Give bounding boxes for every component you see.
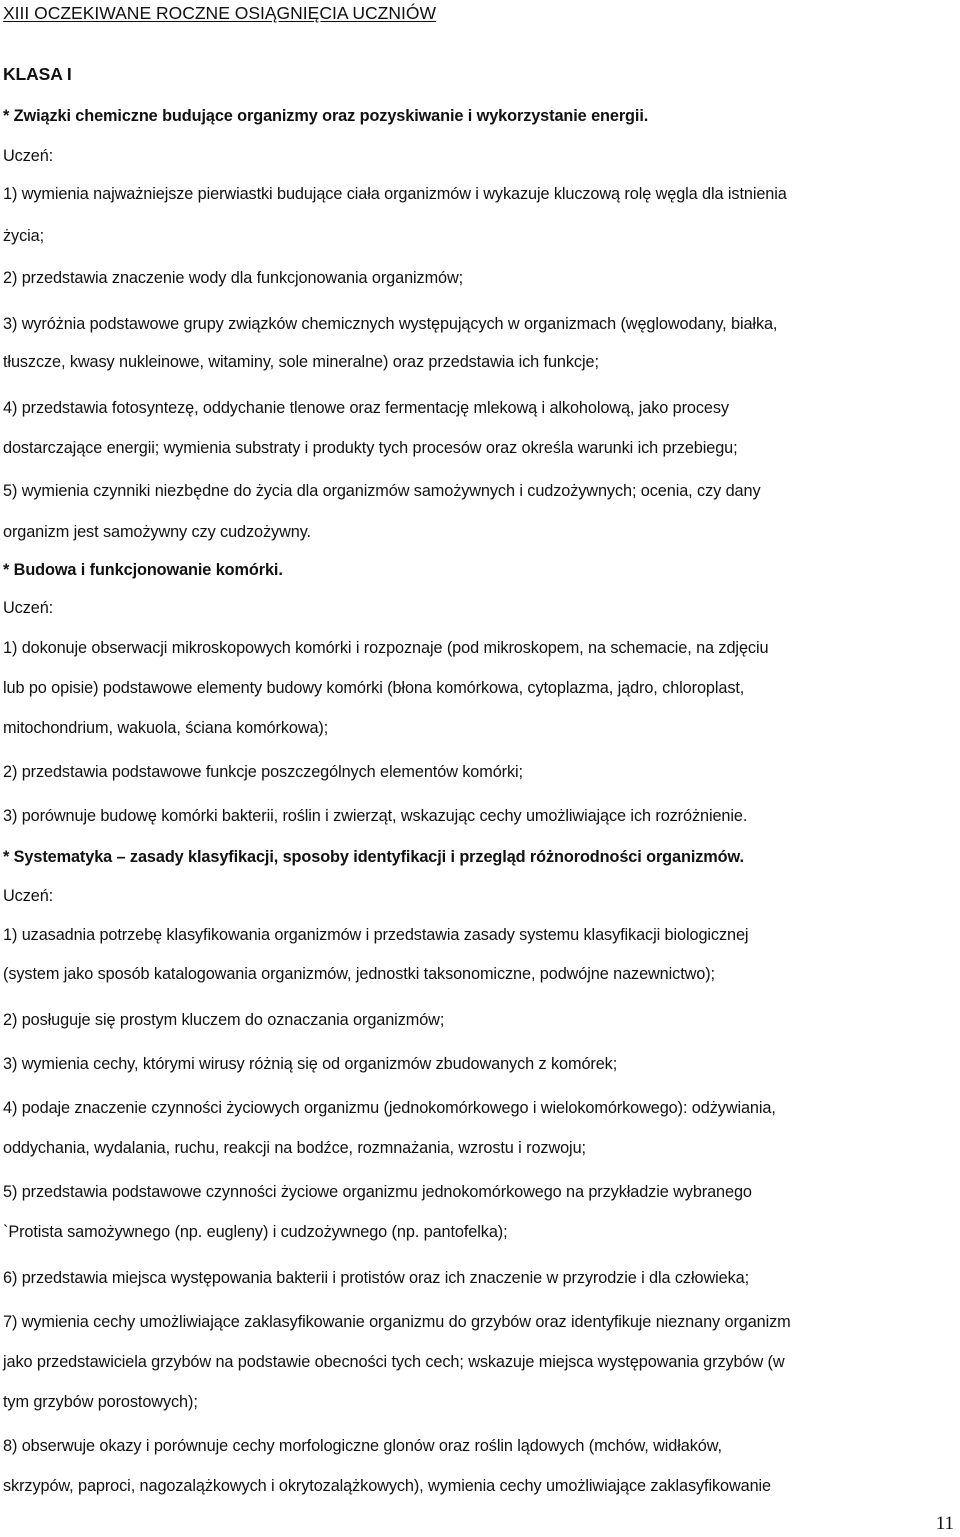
list-item: 1) wymienia najważniejsze pierwiastki budujące ciała organizmów i wykazuje kluczową rolę węgla dla istnienia xyxy=(3,185,787,203)
list-item: jako przedstawiciela grzybów na podstawie obecności tych cech; wskazuje miejsca występowania grzybów (w xyxy=(3,1353,785,1371)
list-item: 4) podaje znaczenie czynności życiowych organizmu (jednokomórkowego i wielokomórkowego): odżywiania, xyxy=(3,1099,776,1117)
list-item: 1) uzasadnia potrzebę klasyfikowania organizmów i przedstawia zasady systemu klasyfikacji biologicznej xyxy=(3,926,749,944)
student-label: Uczeń: xyxy=(3,887,54,905)
list-item: 3) porównuje budowę komórki bakterii, roślin i zwierząt, wskazując cechy umożliwiające ich rozróżnienie. xyxy=(3,807,748,825)
list-item: (system jako sposób katalogowania organizmów, jednostki taksonomiczne, podwójne nazewnictwo); xyxy=(3,965,715,983)
list-item: życia; xyxy=(3,227,45,245)
list-item: 7) wymienia cechy umożliwiające zaklasyfikowanie organizmu do grzybów oraz identyfikuje nieznany organizm xyxy=(3,1313,791,1331)
list-item: 2) przedstawia podstawowe funkcje poszczególnych elementów komórki; xyxy=(3,763,523,781)
list-item: 3) wymienia cechy, którymi wirusy różnią się od organizmów zbudowanych z komórek; xyxy=(3,1055,618,1073)
list-item: 5) wymienia czynniki niezbędne do życia dla organizmów samożywnych i cudzożywnych; ocenia, czy dany xyxy=(3,482,761,500)
list-item: skrzypów, paproci, nagozalążkowych i okrytozalążkowych), wymienia cechy umożliwiające zaklasyfikowanie xyxy=(3,1477,772,1495)
list-item: 5) przedstawia podstawowe czynności życiowe organizmu jednokomórkowego na przykładzie wybranego xyxy=(3,1183,752,1201)
list-item: 1) dokonuje obserwacji mikroskopowych komórki i rozpoznaje (pod mikroskopem, na schemacie, na zdjęciu xyxy=(3,639,769,657)
list-item: oddychania, wydalania, ruchu, reakcji na bodźce, rozmnażania, wzrostu i rozwoju; xyxy=(3,1139,586,1157)
section-heading: * Budowa i funkcjonowanie komórki. xyxy=(3,561,283,579)
list-item: 6) przedstawia miejsca występowania bakterii i protistów oraz ich znaczenie w przyrodzie i dla człowieka; xyxy=(3,1269,749,1287)
document-title: XIII OCZEKIWANE ROCZNE OSIĄGNIĘCIA UCZNIÓW xyxy=(3,3,436,23)
list-item: 8) obserwuje okazy i porównuje cechy morfologiczne glonów oraz roślin lądowych (mchów, widłaków, xyxy=(3,1437,722,1455)
list-item: `Protista samożywnego (np. eugleny) i cudzożywnego (np. pantofelka); xyxy=(3,1223,508,1241)
list-item: lub po opisie) podstawowe elementy budowy komórki (błona komórkowa, cytoplazma, jądro, chloroplast, xyxy=(3,679,745,697)
student-label: Uczeń: xyxy=(3,599,54,617)
section-heading: * Związki chemiczne budujące organizmy oraz pozyskiwanie i wykorzystanie energii. xyxy=(3,107,649,125)
page-number: 11 xyxy=(935,1513,954,1534)
list-item: mitochondrium, wakuola, ściana komórkowa); xyxy=(3,719,329,737)
list-item: 2) przedstawia znaczenie wody dla funkcjonowania organizmów; xyxy=(3,269,464,287)
list-item: 3) wyróżnia podstawowe grupy związków chemicznych występujących w organizmach (węglowodany, białka, xyxy=(3,315,778,333)
list-item: 2) posługuje się prostym kluczem do oznaczania organizmów; xyxy=(3,1011,445,1029)
list-item: tym grzybów porostowych); xyxy=(3,1393,198,1411)
section-heading: * Systematyka – zasady klasyfikacji, sposoby identyfikacji i przegląd różnorodności organizmów. xyxy=(3,848,744,866)
list-item: organizm jest samożywny czy cudzożywny. xyxy=(3,523,311,541)
class-heading: KLASA I xyxy=(3,64,72,84)
list-item: 4) przedstawia fotosyntezę, oddychanie tlenowe oraz fermentację mlekową i alkoholową, jako procesy xyxy=(3,399,729,417)
student-label: Uczeń: xyxy=(3,147,54,165)
list-item: dostarczające energii; wymienia substraty i produkty tych procesów oraz określa warunki ich przebiegu; xyxy=(3,439,738,457)
list-item: tłuszcze, kwasy nukleinowe, witaminy, sole mineralne) oraz przedstawia ich funkcje; xyxy=(3,353,599,371)
